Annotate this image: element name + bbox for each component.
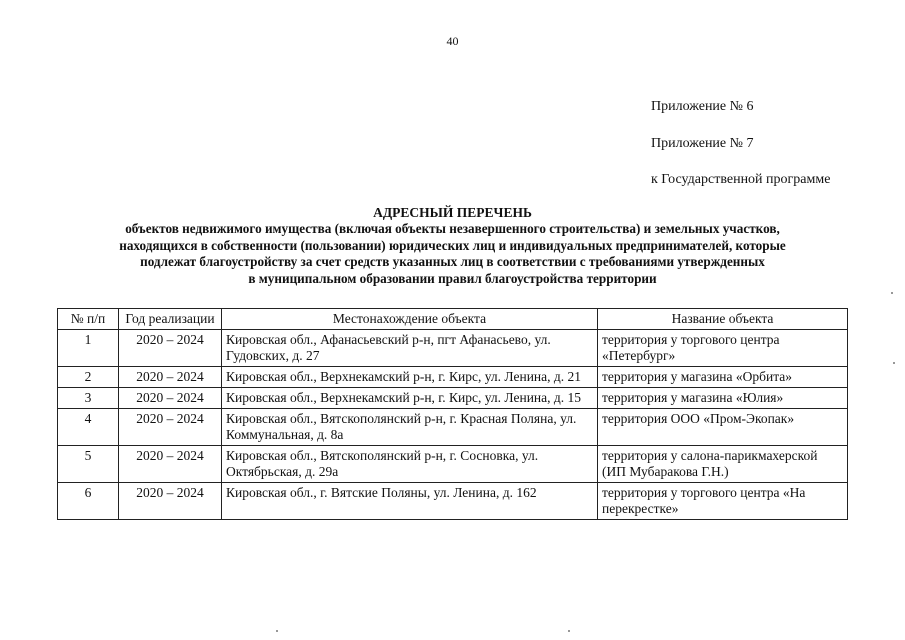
cell-num: 1 [58,330,119,367]
table-header-row [58,309,848,330]
cell-name: территория у торгового центра «На перекрестке» [598,483,848,520]
cell-year: 2020 – 2024 [119,388,222,409]
table-row [58,446,848,483]
cell-address: Кировская обл., Верхнекамский р-н, г. Кирс, ул. Ленина, д. 15 [222,388,598,409]
cell-year: 2020 – 2024 [119,483,222,520]
annex-program-label: к Государственной программе [651,172,831,187]
cell-year: 2020 – 2024 [119,446,222,483]
subtitle-line: находящихся в собственности (пользовании) юридических лиц и индивидуальных предпринимателей, которые [119,237,786,253]
cell-address: Кировская обл., Вятскополянский р-н, г. Красная Поляна, ул. Коммунальная, д. 8а [222,409,598,446]
annex-7-label: Приложение № 7 [651,136,754,151]
cell-address: Кировская обл., Верхнекамский р-н, г. Кирс, ул. Ленина, д. 21 [222,367,598,388]
cell-year: 2020 – 2024 [119,330,222,367]
table-row [58,367,848,388]
cell-year: 2020 – 2024 [119,409,222,446]
document-title: АДРЕСНЫЙ ПЕРЕЧЕНЬ [373,205,532,220]
header-num: № п/п [58,309,119,330]
objects-table [57,308,848,520]
table-row [58,388,848,409]
cell-year: 2020 – 2024 [119,367,222,388]
cell-name: территория ООО «Пром-Экопак» [598,409,848,446]
scan-speck [893,362,895,364]
cell-num: 3 [58,388,119,409]
page-number: 40 [446,34,459,48]
cell-num: 6 [58,483,119,520]
scan-speck [891,292,893,294]
cell-name: территория у салона-парикмахерской (ИП Мубаракова Г.Н.) [598,446,848,483]
header-name: Название объекта [598,309,848,330]
subtitle-line: подлежат благоустройству за счет средств указанных лиц в соответствии с требованиями утвержденных [140,254,765,269]
cell-num: 2 [58,367,119,388]
cell-num: 5 [58,446,119,483]
cell-address: Кировская обл., Афанасьевский р-н, пгт Афанасьево, ул. Гудовских, д. 27 [222,330,598,367]
subtitle-line: в муниципальном образовании правил благоустройства территории [248,270,657,286]
table-row [58,483,848,520]
table-row [58,409,848,446]
document-subtitle [40,221,865,287]
annex-6-label: Приложение № 6 [651,99,754,114]
header-year: Год реализации [119,309,222,330]
cell-address: Кировская обл., Вятскополянский р-н, г. Сосновка, ул. Октябрьская, д. 29а [222,446,598,483]
table-row [58,330,848,367]
cell-num: 4 [58,409,119,446]
cell-name: территория у магазина «Орбита» [598,367,848,388]
scan-speck [568,630,570,632]
scan-speck [276,630,278,632]
header-address: Местонахождение объекта [222,309,598,330]
subtitle-line: объектов недвижимого имущества (включая объекты незавершенного строительства) и земельных участков, [125,221,780,236]
cell-address: Кировская обл., г. Вятские Поляны, ул. Ленина, д. 162 [222,483,598,520]
cell-name: территория у магазина «Юлия» [598,388,848,409]
cell-name: территория у торгового центра «Петербург» [598,330,848,367]
